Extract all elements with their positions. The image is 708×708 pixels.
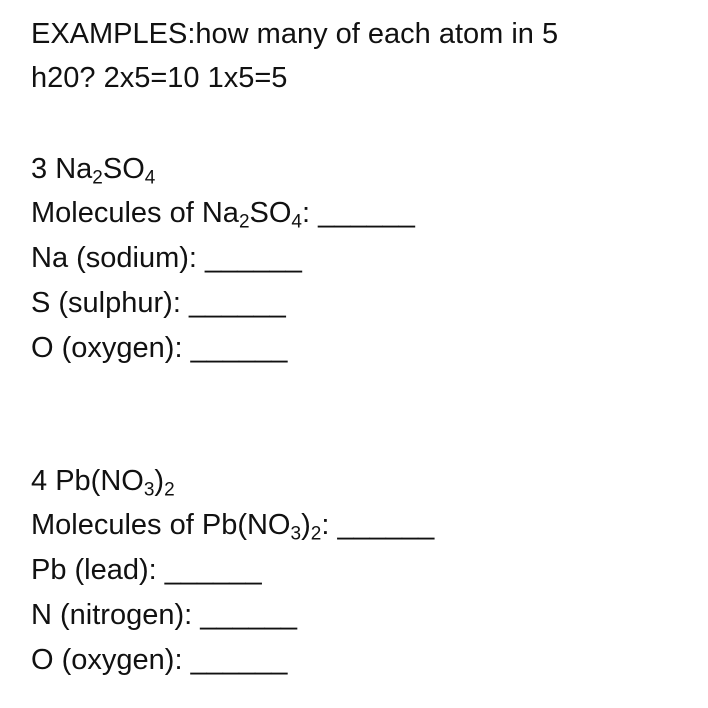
formula-subscript: 4: [144, 167, 156, 189]
formula-subscript: 4: [291, 211, 302, 233]
answer-blank: ______: [188, 287, 286, 319]
problem-2-lead-row: [31, 556, 262, 585]
problem-2-oxygen-row: [31, 646, 287, 675]
answer-blank: ______: [190, 332, 288, 364]
formula-subscript: 2: [92, 167, 103, 189]
formula-part: Pb(NO: [201, 509, 291, 541]
answer-blank: ______: [200, 599, 298, 631]
answer-blank: ______: [190, 644, 288, 676]
formula-part: SO: [249, 197, 292, 229]
problem-2-heading: [31, 465, 175, 501]
problem-1-sulphur-row: [31, 289, 286, 318]
formula-part: Na: [201, 197, 239, 229]
molecules-colon: :: [321, 509, 338, 541]
element-label: Pb (lead):: [31, 554, 165, 586]
problem-1-count: 3: [31, 153, 48, 185]
formula-part: SO: [102, 153, 145, 185]
molecules-colon: :: [302, 197, 319, 229]
element-label: Na (sodium):: [31, 242, 206, 274]
answer-blank: ______: [164, 554, 262, 586]
formula-subscript: 3: [290, 523, 302, 545]
example-line-1: EXAMPLES:how many of each atom in 5: [31, 18, 559, 50]
formula-subscript: 2: [238, 211, 250, 233]
molecules-label: Molecules of: [31, 197, 202, 229]
formula-subscript: 2: [310, 523, 322, 545]
problem-2-nitrogen-row: [31, 601, 297, 630]
formula-subscript: 3: [143, 479, 155, 501]
answer-blank: ______: [337, 509, 435, 541]
molecules-label: Molecules of: [31, 509, 202, 541]
problem-2-count: 4: [31, 465, 48, 497]
formula-subscript: 2: [164, 479, 175, 501]
formula-part: Pb(NO: [55, 465, 144, 497]
element-label: N (nitrogen):: [31, 599, 201, 631]
problem-1-molecules-row: [31, 197, 415, 233]
example-line-2: h20? 2x5=10 1x5=5: [31, 62, 288, 94]
problem-1-oxygen-row: [31, 334, 287, 363]
element-label: S (sulphur):: [31, 287, 189, 319]
element-label: O (oxygen):: [31, 332, 191, 364]
formula-part: ): [154, 465, 165, 497]
element-label: O (oxygen):: [31, 644, 191, 676]
problem-1-heading: [31, 153, 156, 189]
problem-2-molecules-row: [31, 509, 435, 545]
formula-part: Na: [55, 153, 93, 185]
problem-1-sodium-row: [31, 244, 302, 273]
answer-blank: ______: [318, 197, 415, 229]
answer-blank: ______: [205, 242, 302, 274]
formula-part: ): [301, 509, 311, 541]
